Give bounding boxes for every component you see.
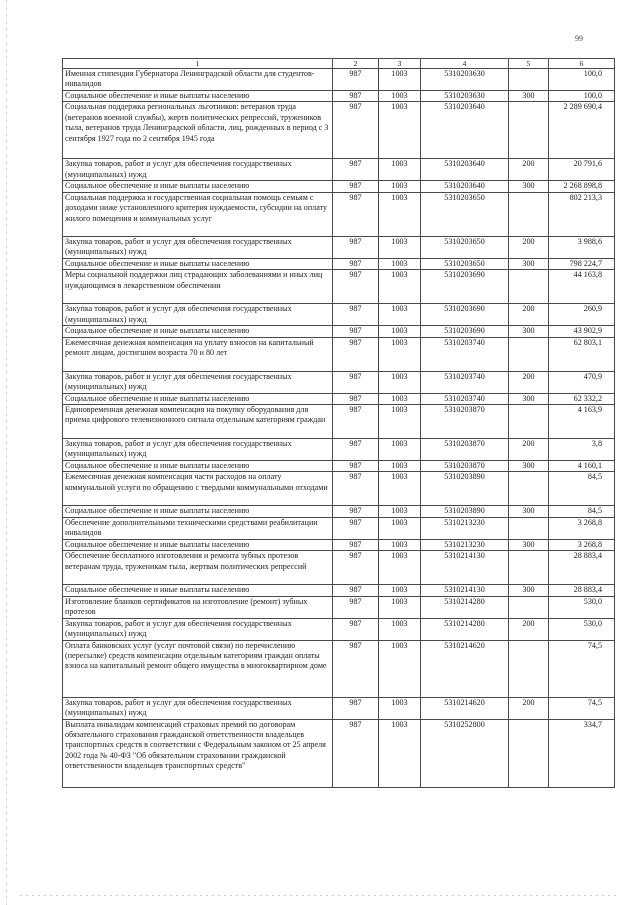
row-section-code: 1003 bbox=[379, 181, 421, 192]
row-section-code: 1003 bbox=[379, 585, 421, 596]
row-amount: 74,5 bbox=[549, 697, 615, 719]
row-admin-code: 987 bbox=[333, 102, 379, 159]
row-name: Закупка товаров, работ и услуг для обеспечения государственных (муниципальных) нужд bbox=[63, 304, 333, 326]
row-expense-type: 200 bbox=[509, 618, 549, 640]
table-row bbox=[63, 618, 615, 640]
row-expense-type: 300 bbox=[509, 258, 549, 269]
row-name: Социальная поддержка и государственная социальная помощь семьям с доходами ниже установленного критерия нуждаемости, субсидии на оплату жилого помещения и коммунальных услуг bbox=[63, 192, 333, 236]
row-name: Закупка товаров, работ и услуг для обеспечения государственных (муниципальных) нужд bbox=[63, 159, 333, 181]
row-admin-code: 987 bbox=[333, 618, 379, 640]
row-section-code: 1003 bbox=[379, 405, 421, 439]
row-admin-code: 987 bbox=[333, 405, 379, 439]
table-body bbox=[63, 69, 615, 788]
table-row bbox=[63, 506, 615, 517]
row-section-code: 1003 bbox=[379, 159, 421, 181]
row-admin-code: 987 bbox=[333, 719, 379, 787]
row-target-code: 5310203630 bbox=[421, 91, 509, 102]
table-row bbox=[63, 159, 615, 181]
row-admin-code: 987 bbox=[333, 304, 379, 326]
row-name: Закупка товаров, работ и услуг для обеспечения государственных (муниципальных) нужд bbox=[63, 618, 333, 640]
row-name: Ежемесячная денежная компенсация на уплату взносов на капитальный ремонт лицам, достигшим возраста 70 и 80 лет bbox=[63, 337, 333, 371]
row-expense-type: 300 bbox=[509, 91, 549, 102]
row-name: Социальное обеспечение и иные выплаты населению bbox=[63, 326, 333, 337]
row-section-code: 1003 bbox=[379, 618, 421, 640]
row-target-code: 5310203870 bbox=[421, 461, 509, 472]
row-section-code: 1003 bbox=[379, 337, 421, 371]
row-admin-code: 987 bbox=[333, 461, 379, 472]
row-admin-code: 987 bbox=[333, 181, 379, 192]
row-expense-type bbox=[509, 551, 549, 585]
row-expense-type: 200 bbox=[509, 159, 549, 181]
row-expense-type: 300 bbox=[509, 326, 549, 337]
table-row bbox=[63, 461, 615, 472]
row-amount: 4 163,9 bbox=[549, 405, 615, 439]
row-expense-type bbox=[509, 192, 549, 236]
row-amount: 28 883,4 bbox=[549, 585, 615, 596]
row-expense-type: 300 bbox=[509, 539, 549, 550]
row-name: Социальное обеспечение и иные выплаты населению bbox=[63, 506, 333, 517]
row-amount: 84,5 bbox=[549, 506, 615, 517]
row-admin-code: 987 bbox=[333, 192, 379, 236]
table-row bbox=[63, 393, 615, 404]
row-admin-code: 987 bbox=[333, 585, 379, 596]
row-admin-code: 987 bbox=[333, 517, 379, 539]
row-admin-code: 987 bbox=[333, 326, 379, 337]
table-row bbox=[63, 596, 615, 618]
row-name: Меры социальной поддержки лиц страдающих заболеваниями и иных лиц нуждающимся в лекарственном обеспечении bbox=[63, 270, 333, 304]
row-section-code: 1003 bbox=[379, 719, 421, 787]
row-admin-code: 987 bbox=[333, 270, 379, 304]
row-expense-type: 200 bbox=[509, 371, 549, 393]
table-row bbox=[63, 517, 615, 539]
row-name: Обеспечение бесплатного изготовления и ремонта зубных протезов ветеранам труда, труженикам тыла, жертвам политических репрессий bbox=[63, 551, 333, 585]
row-expense-type bbox=[509, 69, 549, 91]
row-target-code: 5310252800 bbox=[421, 719, 509, 787]
row-section-code: 1003 bbox=[379, 102, 421, 159]
row-amount: 470,9 bbox=[549, 371, 615, 393]
row-admin-code: 987 bbox=[333, 697, 379, 719]
row-amount: 74,5 bbox=[549, 640, 615, 697]
row-amount: 260,9 bbox=[549, 304, 615, 326]
row-name: Социальная поддержка региональных льготников: ветеранов труда (ветеранов военной службы), жертв политических репрессий, тружеников тыла, ветеранов труда Ленинградской области, лиц, рожденных в период с 3 сентября 1927 года по 2 сентября 1945 года bbox=[63, 102, 333, 159]
row-target-code: 5310214620 bbox=[421, 640, 509, 697]
table-row bbox=[63, 697, 615, 719]
row-admin-code: 987 bbox=[333, 258, 379, 269]
table-row bbox=[63, 326, 615, 337]
row-target-code: 5310214130 bbox=[421, 551, 509, 585]
row-amount: 62 803,1 bbox=[549, 337, 615, 371]
row-target-code: 5310203690 bbox=[421, 326, 509, 337]
budget-table bbox=[62, 58, 615, 788]
row-expense-type bbox=[509, 596, 549, 618]
row-amount: 3 988,6 bbox=[549, 236, 615, 258]
row-expense-type bbox=[509, 719, 549, 787]
row-target-code: 5310214620 bbox=[421, 697, 509, 719]
row-name: Закупка товаров, работ и услуг для обеспечения государственных (муниципальных) нужд bbox=[63, 236, 333, 258]
row-amount: 802 213,3 bbox=[549, 192, 615, 236]
row-section-code: 1003 bbox=[379, 258, 421, 269]
table-row bbox=[63, 304, 615, 326]
row-target-code: 5310203640 bbox=[421, 102, 509, 159]
row-section-code: 1003 bbox=[379, 596, 421, 618]
scan-edge-artifact bbox=[6, 0, 7, 905]
row-amount: 3,8 bbox=[549, 439, 615, 461]
row-name: Социальное обеспечение и иные выплаты населению bbox=[63, 539, 333, 550]
row-section-code: 1003 bbox=[379, 393, 421, 404]
row-target-code: 5310203650 bbox=[421, 192, 509, 236]
table-row bbox=[63, 337, 615, 371]
row-amount: 44 163,8 bbox=[549, 270, 615, 304]
row-expense-type: 300 bbox=[509, 506, 549, 517]
row-expense-type: 300 bbox=[509, 585, 549, 596]
row-amount: 2 268 898,8 bbox=[549, 181, 615, 192]
row-admin-code: 987 bbox=[333, 236, 379, 258]
column-header: 3 bbox=[379, 59, 421, 69]
table-row bbox=[63, 258, 615, 269]
row-section-code: 1003 bbox=[379, 551, 421, 585]
row-section-code: 1003 bbox=[379, 91, 421, 102]
row-section-code: 1003 bbox=[379, 371, 421, 393]
row-expense-type: 200 bbox=[509, 439, 549, 461]
row-amount: 20 791,6 bbox=[549, 159, 615, 181]
row-target-code: 5310213230 bbox=[421, 539, 509, 550]
row-target-code: 5310203630 bbox=[421, 69, 509, 91]
row-name: Социальное обеспечение и иные выплаты населению bbox=[63, 393, 333, 404]
row-admin-code: 987 bbox=[333, 640, 379, 697]
row-expense-type: 300 bbox=[509, 461, 549, 472]
table-row bbox=[63, 236, 615, 258]
row-admin-code: 987 bbox=[333, 506, 379, 517]
row-expense-type bbox=[509, 102, 549, 159]
row-expense-type: 300 bbox=[509, 393, 549, 404]
table-row bbox=[63, 439, 615, 461]
row-target-code: 5310213230 bbox=[421, 517, 509, 539]
row-admin-code: 987 bbox=[333, 539, 379, 550]
row-section-code: 1003 bbox=[379, 506, 421, 517]
row-name: Изготовление бланков сертификатов на изготовление (ремонт) зубных протезов bbox=[63, 596, 333, 618]
row-name: Оплата банковских услуг (услуг почтовой связи) по перечислению (пересылке) средств компенсации отдельным категориям граждан оплаты взноса на капитальный ремонт общего имущества в многоквартирном доме bbox=[63, 640, 333, 697]
row-name: Закупка товаров, работ и услуг для обеспечения государственных (муниципальных) нужд bbox=[63, 371, 333, 393]
row-target-code: 5310203640 bbox=[421, 181, 509, 192]
row-amount: 530,0 bbox=[549, 618, 615, 640]
row-admin-code: 987 bbox=[333, 91, 379, 102]
table-row bbox=[63, 539, 615, 550]
table-row bbox=[63, 102, 615, 159]
table-row bbox=[63, 371, 615, 393]
row-target-code: 5310214130 bbox=[421, 585, 509, 596]
row-section-code: 1003 bbox=[379, 697, 421, 719]
table-row bbox=[63, 181, 615, 192]
row-section-code: 1003 bbox=[379, 192, 421, 236]
row-name: Выплата инвалидам компенсаций страховых премий по договорам обязательного страхования гражданской ответственности владельцев транспортных средств в соответствии с Федеральным законом от 25 апреля 2002 года № 40-ФЗ "Об обязательном страховании гражданской ответственности владельцев транспортных средств" bbox=[63, 719, 333, 787]
row-name: Именная стипендия Губернатора Ленинградской области для студентов-инвалидов bbox=[63, 69, 333, 91]
row-target-code: 5310203740 bbox=[421, 371, 509, 393]
row-admin-code: 987 bbox=[333, 472, 379, 506]
row-name: Социальное обеспечение и иные выплаты населению bbox=[63, 181, 333, 192]
table-row bbox=[63, 472, 615, 506]
row-section-code: 1003 bbox=[379, 270, 421, 304]
table-row bbox=[63, 640, 615, 697]
row-target-code: 5310203690 bbox=[421, 304, 509, 326]
row-amount: 100,0 bbox=[549, 69, 615, 91]
row-expense-type bbox=[509, 472, 549, 506]
scan-bottom-artifact bbox=[20, 895, 620, 896]
row-section-code: 1003 bbox=[379, 304, 421, 326]
row-target-code: 5310203890 bbox=[421, 472, 509, 506]
table-row bbox=[63, 551, 615, 585]
row-section-code: 1003 bbox=[379, 517, 421, 539]
row-target-code: 5310203740 bbox=[421, 337, 509, 371]
row-target-code: 5310214280 bbox=[421, 618, 509, 640]
row-admin-code: 987 bbox=[333, 337, 379, 371]
row-amount: 3 268,8 bbox=[549, 539, 615, 550]
row-name: Единовременная денежная компенсация на покупку оборудования для приема цифрового телевизионного сигнала отдельным категориям граждан bbox=[63, 405, 333, 439]
row-amount: 100,0 bbox=[549, 91, 615, 102]
row-target-code: 5310203870 bbox=[421, 439, 509, 461]
row-section-code: 1003 bbox=[379, 472, 421, 506]
row-name: Обеспечение дополнительными техническими средствами реабилитации инвалидов bbox=[63, 517, 333, 539]
row-admin-code: 987 bbox=[333, 159, 379, 181]
row-target-code: 5310203890 bbox=[421, 506, 509, 517]
row-section-code: 1003 bbox=[379, 539, 421, 550]
column-header: 2 bbox=[333, 59, 379, 69]
column-header: 4 bbox=[421, 59, 509, 69]
row-name: Ежемесячная денежная компенсация части расходов на оплату коммунальной услуги по обращению с твердыми коммунальными отходами bbox=[63, 472, 333, 506]
column-header: 6 bbox=[549, 59, 615, 69]
column-header: 5 bbox=[509, 59, 549, 69]
row-section-code: 1003 bbox=[379, 439, 421, 461]
row-name: Закупка товаров, работ и услуг для обеспечения государственных (муниципальных) нужд bbox=[63, 439, 333, 461]
row-target-code: 5310203650 bbox=[421, 258, 509, 269]
table-row bbox=[63, 270, 615, 304]
row-admin-code: 987 bbox=[333, 439, 379, 461]
row-name: Социальное обеспечение и иные выплаты населению bbox=[63, 585, 333, 596]
row-admin-code: 987 bbox=[333, 371, 379, 393]
table-row bbox=[63, 192, 615, 236]
row-section-code: 1003 bbox=[379, 236, 421, 258]
table-header-row bbox=[63, 59, 615, 69]
row-amount: 28 883,4 bbox=[549, 551, 615, 585]
row-admin-code: 987 bbox=[333, 69, 379, 91]
row-expense-type bbox=[509, 517, 549, 539]
row-expense-type: 200 bbox=[509, 236, 549, 258]
row-expense-type: 200 bbox=[509, 304, 549, 326]
row-section-code: 1003 bbox=[379, 640, 421, 697]
row-target-code: 5310203690 bbox=[421, 270, 509, 304]
row-target-code: 5310203650 bbox=[421, 236, 509, 258]
row-amount: 798 224,7 bbox=[549, 258, 615, 269]
row-amount: 4 160,1 bbox=[549, 461, 615, 472]
row-admin-code: 987 bbox=[333, 393, 379, 404]
row-section-code: 1003 bbox=[379, 461, 421, 472]
row-name: Социальное обеспечение и иные выплаты населению bbox=[63, 461, 333, 472]
row-expense-type bbox=[509, 405, 549, 439]
table-row bbox=[63, 91, 615, 102]
row-name: Социальное обеспечение и иные выплаты населению bbox=[63, 91, 333, 102]
row-amount: 334,7 bbox=[549, 719, 615, 787]
row-amount: 3 268,8 bbox=[549, 517, 615, 539]
row-expense-type bbox=[509, 640, 549, 697]
row-admin-code: 987 bbox=[333, 551, 379, 585]
row-target-code: 5310214280 bbox=[421, 596, 509, 618]
row-target-code: 5310203870 bbox=[421, 405, 509, 439]
page-number: 99 bbox=[575, 34, 583, 43]
row-target-code: 5310203640 bbox=[421, 159, 509, 181]
row-name: Закупка товаров, работ и услуг для обеспечения государственных (муниципальных) нужд bbox=[63, 697, 333, 719]
row-expense-type: 200 bbox=[509, 697, 549, 719]
row-name: Социальное обеспечение и иные выплаты населению bbox=[63, 258, 333, 269]
row-amount: 530,0 bbox=[549, 596, 615, 618]
row-amount: 43 902,9 bbox=[549, 326, 615, 337]
table-row bbox=[63, 405, 615, 439]
row-expense-type: 300 bbox=[509, 181, 549, 192]
table-row bbox=[63, 719, 615, 787]
row-amount: 62 332,2 bbox=[549, 393, 615, 404]
row-section-code: 1003 bbox=[379, 326, 421, 337]
row-amount: 84,5 bbox=[549, 472, 615, 506]
row-section-code: 1003 bbox=[379, 69, 421, 91]
row-amount: 2 289 690,4 bbox=[549, 102, 615, 159]
row-expense-type bbox=[509, 270, 549, 304]
row-expense-type bbox=[509, 337, 549, 371]
table-row bbox=[63, 69, 615, 91]
row-target-code: 5310203740 bbox=[421, 393, 509, 404]
row-admin-code: 987 bbox=[333, 596, 379, 618]
table-row bbox=[63, 585, 615, 596]
column-header: 1 bbox=[63, 59, 333, 69]
